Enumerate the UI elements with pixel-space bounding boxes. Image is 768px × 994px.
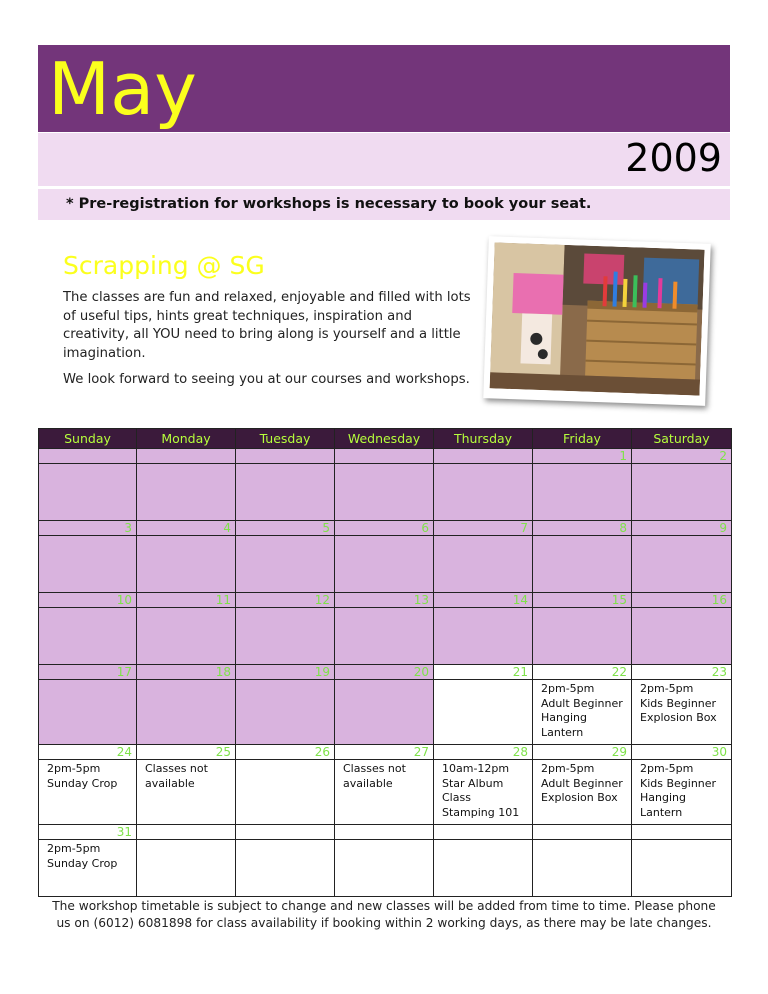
year-banner — [38, 133, 730, 186]
day-cell — [434, 760, 533, 825]
footer-note: The workshop timetable is subject to change and new classes will be added from time to time. Please phone us on (6012) 6081898 for class availability if booking within 2 working days, as there may be late changes. — [52, 899, 716, 930]
date-number: 22 — [533, 665, 632, 680]
day-cell — [39, 840, 137, 897]
date-number — [335, 449, 434, 464]
event-text: Classes not available — [343, 762, 406, 790]
day-header: Thursday — [434, 429, 533, 449]
date-number: 27 — [335, 745, 434, 760]
day-cell — [533, 840, 632, 897]
day-cell — [137, 536, 236, 593]
day-header: Friday — [533, 429, 632, 449]
date-number — [236, 449, 335, 464]
day-header-row — [39, 429, 732, 449]
month-banner — [38, 45, 730, 132]
date-number — [434, 825, 533, 840]
date-number-row — [39, 593, 732, 608]
date-number — [632, 825, 732, 840]
day-cell — [137, 464, 236, 521]
date-number — [434, 449, 533, 464]
date-number: 29 — [533, 745, 632, 760]
day-cell — [434, 680, 533, 745]
event-text: Classes not available — [145, 762, 208, 790]
events-row — [39, 608, 732, 665]
intro-paragraph-2: We look forward to seeing you at our courses and workshops. — [63, 372, 470, 387]
event-text: 2pm-5pm Sunday Crop — [47, 842, 118, 870]
date-number: 6 — [335, 521, 434, 536]
basket-illustration — [490, 242, 705, 395]
date-number: 10 — [39, 593, 137, 608]
event-text: 2pm-5pm Sunday Crop — [47, 762, 118, 790]
date-number: 3 — [39, 521, 137, 536]
date-number: 13 — [335, 593, 434, 608]
date-number: 31 — [39, 825, 137, 840]
events-row — [39, 536, 732, 593]
day-cell — [335, 840, 434, 897]
event-text: 10am-12pm Star Album Class Stamping 101 — [442, 762, 520, 819]
photo-image — [490, 242, 705, 395]
day-cell — [533, 680, 632, 745]
year-title: 2009 — [625, 136, 722, 180]
day-cell — [335, 760, 434, 825]
date-number — [39, 449, 137, 464]
date-number: 30 — [632, 745, 732, 760]
day-cell — [39, 536, 137, 593]
day-cell — [533, 760, 632, 825]
day-cell — [434, 464, 533, 521]
day-cell — [335, 680, 434, 745]
day-cell — [236, 608, 335, 665]
date-number: 4 — [137, 521, 236, 536]
day-cell — [335, 464, 434, 521]
day-cell — [39, 760, 137, 825]
day-header: Monday — [137, 429, 236, 449]
day-cell — [632, 464, 732, 521]
day-cell — [236, 536, 335, 593]
craft-basket-photo — [483, 236, 711, 406]
event-text: 2pm-5pm Adult Beginner Hanging Lantern — [541, 682, 623, 739]
day-header: Sunday — [39, 429, 137, 449]
date-number: 5 — [236, 521, 335, 536]
date-number — [533, 825, 632, 840]
date-number: 23 — [632, 665, 732, 680]
calendar-weeks — [39, 449, 732, 897]
date-number: 9 — [632, 521, 732, 536]
day-cell — [137, 608, 236, 665]
day-cell — [236, 464, 335, 521]
date-number: 17 — [39, 665, 137, 680]
date-number: 2 — [632, 449, 732, 464]
day-cell — [632, 680, 732, 745]
date-number: 16 — [632, 593, 732, 608]
date-number: 21 — [434, 665, 533, 680]
date-number-row — [39, 521, 732, 536]
date-number: 18 — [137, 665, 236, 680]
date-number: 8 — [533, 521, 632, 536]
date-number: 12 — [236, 593, 335, 608]
day-header: Wednesday — [335, 429, 434, 449]
date-number-row — [39, 449, 732, 464]
day-cell — [39, 680, 137, 745]
day-cell — [533, 536, 632, 593]
date-number — [137, 825, 236, 840]
day-cell — [236, 840, 335, 897]
date-number: 15 — [533, 593, 632, 608]
date-number-row — [39, 825, 732, 840]
date-number: 25 — [137, 745, 236, 760]
registration-note: * Pre-registration for workshops is necessary to book your seat. — [66, 196, 592, 212]
day-cell — [632, 608, 732, 665]
day-header: Saturday — [632, 429, 732, 449]
intro-text — [63, 289, 471, 398]
day-cell — [137, 840, 236, 897]
date-number: 26 — [236, 745, 335, 760]
events-row — [39, 464, 732, 521]
day-cell — [434, 840, 533, 897]
events-row — [39, 840, 732, 897]
day-cell — [236, 680, 335, 745]
event-text: 2pm-5pm Adult Beginner Explosion Box — [541, 762, 623, 804]
date-number: 28 — [434, 745, 533, 760]
date-number-row — [39, 745, 732, 760]
day-cell — [335, 536, 434, 593]
day-cell — [137, 760, 236, 825]
day-cell — [434, 536, 533, 593]
day-cell — [39, 464, 137, 521]
events-row — [39, 760, 732, 825]
date-number: 24 — [39, 745, 137, 760]
intro-paragraph-1: The classes are fun and relaxed, enjoyable and filled with lots of useful tips, hints great techniques, inspiration and creativity, all YOU need to bring along is yourself and a little imagination. — [63, 290, 471, 361]
event-text: 2pm-5pm Kids Beginner Hanging Lantern — [640, 762, 717, 819]
day-cell — [632, 536, 732, 593]
day-cell — [632, 840, 732, 897]
day-cell — [632, 760, 732, 825]
registration-note-bar — [38, 189, 730, 220]
date-number: 19 — [236, 665, 335, 680]
day-cell — [137, 680, 236, 745]
calendar-grid — [38, 428, 732, 897]
month-title: May — [48, 47, 197, 131]
date-number: 1 — [533, 449, 632, 464]
day-header: Tuesday — [236, 429, 335, 449]
date-number: 20 — [335, 665, 434, 680]
day-cell — [39, 608, 137, 665]
event-text: 2pm-5pm Kids Beginner Explosion Box — [640, 682, 717, 724]
date-number: 11 — [137, 593, 236, 608]
date-number — [335, 825, 434, 840]
date-number: 14 — [434, 593, 533, 608]
day-cell — [335, 608, 434, 665]
headline: Scrapping @ SG — [63, 251, 265, 280]
events-row — [39, 680, 732, 745]
day-cell — [533, 464, 632, 521]
day-cell — [236, 760, 335, 825]
day-cell — [533, 608, 632, 665]
date-number: 7 — [434, 521, 533, 536]
day-cell — [434, 608, 533, 665]
date-number — [236, 825, 335, 840]
date-number-row — [39, 665, 732, 680]
date-number — [137, 449, 236, 464]
